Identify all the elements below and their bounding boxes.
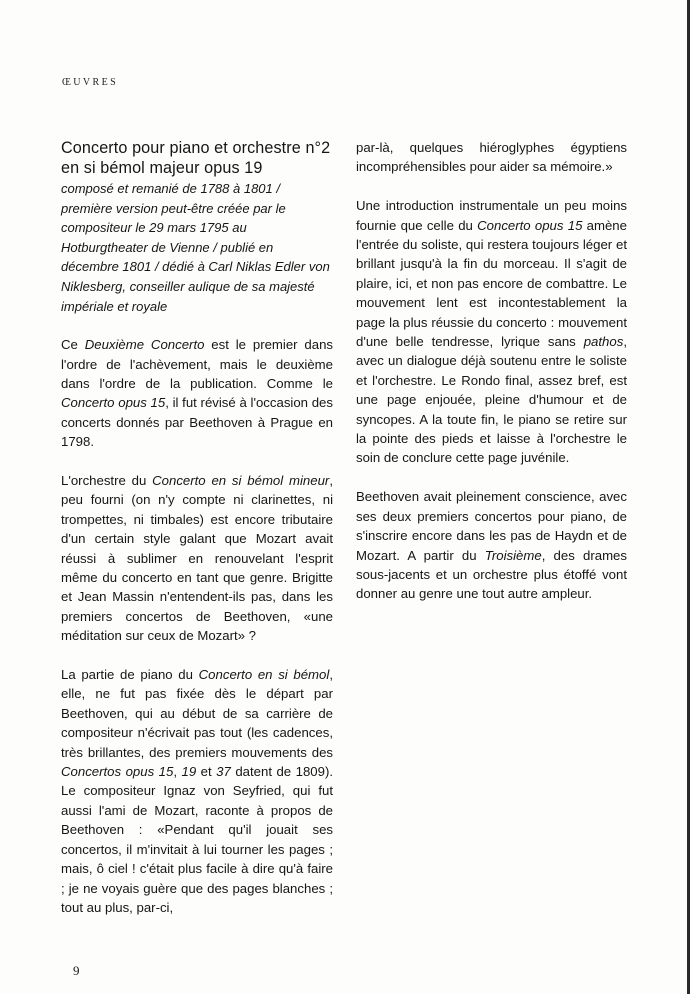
text: Une introduction instrumentale un peu moins fournie que celle du: [356, 198, 627, 233]
italic-text: Concertos opus 15: [61, 764, 174, 780]
paragraph-4: [356, 196, 627, 468]
italic-text: Concerto opus 15: [477, 217, 583, 233]
text: , il fut révisé à l'occasion des concerts donnés par Beethoven à Prague en 1798.: [61, 395, 333, 450]
text: , peu fourni (on n'y compte ni clarinettes, ni trompettes, ni timbales) est encore tributaire d'un certain style galant que Mozart avait réussi à sublimer en renouvelant l'esprit même du concerto en tant que genre. Brigitte et Jean Massin n'entendent-ils pas, dans les premiers concertos de Beethoven, «une méditation sur ceux de Mozart» ?: [61, 472, 333, 644]
work-title: Concerto pour piano et orchestre n°2 en si bémol majeur opus 19: [61, 139, 331, 177]
running-header: ŒUVRES: [62, 77, 119, 88]
paragraph-3: [61, 665, 333, 917]
text: et: [196, 764, 217, 780]
paragraph-2: [61, 471, 333, 646]
paragraph-continuation: par-là, quelques hiéroglyphes égyptiens incompréhensibles pour aider sa mémoire.»: [356, 140, 627, 175]
italic-text: Concerto en si bémol: [198, 667, 330, 683]
italic-text: Troisième: [484, 547, 542, 563]
italic-text: Concerto en si bémol mineur: [152, 472, 330, 488]
text: est le premier dans l'ordre de l'achèvement, mais le deuxième dans l'ordre de la publication. Comme le: [61, 337, 334, 391]
right-column: [356, 138, 627, 623]
text: Beethoven avait pleinement conscience, avec ses deux premiers concertos pour piano, de s'inscrire encore dans les pas de Haydn et de Mozart. A partir du: [356, 489, 627, 563]
text: Ce: [61, 337, 85, 353]
spacer: [61, 316, 333, 335]
work-details: composé et remanié de 1788 à 1801 / première version peut-être créée par le compositeur le 29 mars 1795 au Hotburgtheater de Vienne / publié en décembre 1801 / dédié à Carl Niklas Edler von Niklesberg, conseiller aulique de sa majesté impériale et royale: [61, 181, 330, 314]
text: ,: [173, 764, 182, 780]
text: La partie de piano du: [61, 667, 199, 683]
text: amène l'entrée du soliste, qui restera toujours léger et brillant jusqu'à la fin du morceau. Il s'agit de plaire, ici, et non pas encore de combattre. Le mouvement lent est incontestablement la page la plus réussie du concerto : mouvement d'une belle tendresse, lyrique sans: [356, 217, 627, 350]
text: , des drames sous-jacents et un orchestre plus étoffé vont donner au genre une tout autre ampleur.: [356, 547, 627, 602]
italic-text: 37: [216, 764, 231, 780]
paragraph-1: [61, 335, 333, 451]
text: L'orchestre du: [61, 472, 153, 488]
text: , elle, ne fut pas fixée dès le départ par Beethoven, qui au début de sa carrière de compositeur n'écrivait pas tout (les cadences, très brillantes, des premiers mouvements des: [61, 667, 333, 760]
italic-text: Concerto opus 15: [61, 395, 166, 411]
page-number: 9: [73, 963, 80, 978]
text: , avec un dialogue déjà soutenu entre le soliste et l'orchestre. Le Rondo final, assez bref, est une page enjouée, pleine d'humour et de syncopes. A la toute fin, le piano se retire sur la pointe des pieds et laisse à l'orchestre le soin de conclure cette page juvénile.: [356, 334, 627, 466]
left-column: [61, 138, 333, 937]
italic-text: 19: [181, 764, 197, 780]
paragraph-5: [356, 487, 627, 603]
italic-text: pathos: [583, 334, 624, 350]
italic-text: Deuxième Concerto: [84, 337, 205, 353]
text: datent de 1809). Le compositeur Ignaz von Seyfried, qui fut aussi l'ami de Mozart, raconte à propos de Beethoven : «Pendant qu'il jouait ses concertos, il m'invitait à lui tourner les pages ; mais, ô ciel ! c'était plus facile à dire qu'à faire ; je ne voyais guère que des pages blanches ; tout au plus, par-ci,: [61, 764, 334, 915]
